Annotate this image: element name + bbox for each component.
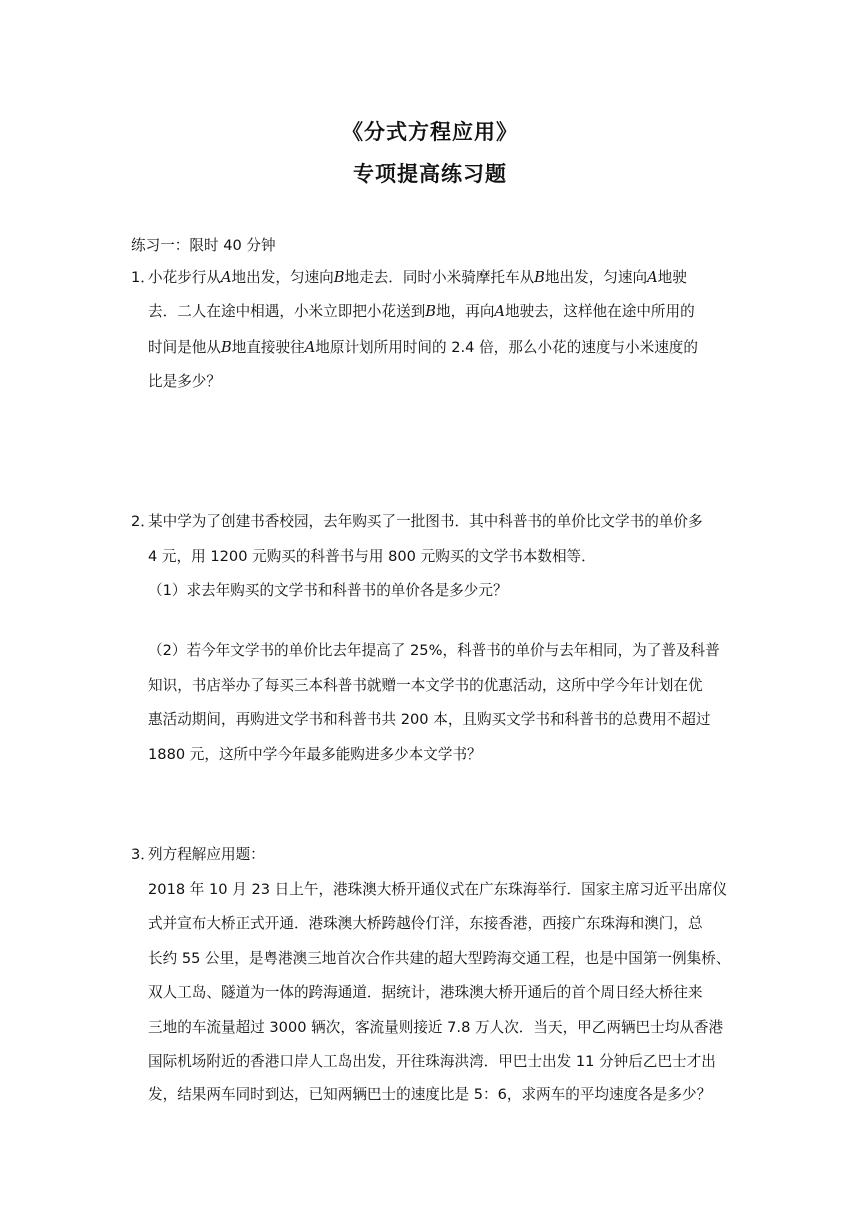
problem-line: 式并宣布大桥正式开通．港珠澳大桥跨越伶仃洋，东接香港，西接广东珠海和澳门，总: [148, 915, 703, 932]
problem-line: 发，结果两车同时到达，已知两辆巴士的速度比是 5：6，求两车的平均速度各是多少？: [148, 1086, 712, 1103]
problem-line: 双人工岛、隧道为一体的跨海通道．据统计，港珠澳大桥开通后的首个周日经大桥往来: [148, 984, 703, 1001]
problem-line: 长约 55 公里，是粤港澳三地首次合作共建的超大型跨海交通工程，也是中国第一例集桥、: [148, 950, 731, 967]
problem-line: 比是多少？: [148, 373, 221, 390]
problem-number: 3．: [131, 846, 155, 863]
problem-subquestion: （1）求去年购买的文学书和科普书的单价各是多少元？: [148, 582, 508, 599]
problem-line: 4 元，用 1200 元购买的科普书与用 800 元购买的文学书本数相等．: [148, 548, 596, 565]
document-title: 《分式方程应用》: [342, 120, 518, 144]
problem-line: 知识，书店举办了每买三本科普书就赠一本文学书的优惠活动，这所中学今年计划在优: [148, 677, 703, 694]
problem-line: 列方程解应用题：: [148, 846, 265, 863]
problem-subquestion: （2）若今年文学书的单价比去年提高了 25%，科普书的单价与去年相同，为了普及科普: [148, 642, 720, 659]
problem-line: 时间是他从B地直接驶往A地原计划所用时间的 2.4 倍，那么小花的速度与小米速度的: [148, 339, 698, 356]
document-subtitle: 专项提高练习题: [353, 162, 507, 186]
problem-line: 1880 元，这所中学今年最多能购进多少本文学书？: [148, 746, 482, 763]
problem-number: 2．: [131, 513, 155, 530]
problem-line: 惠活动期间，再购进文学书和科普书共 200 本，且购买文学书和科普书的总费用不超过: [148, 711, 711, 728]
problem-line: 去．二人在途中相遇，小米立即把小花送到B地，再向A地驶去，这样他在途中所用的: [148, 303, 695, 320]
problem-number: 1．: [131, 269, 155, 286]
problem-line: 三地的车流量超过 3000 辆次，客流量则接近 7.8 万人次．当天，甲乙两辆巴士均从香港: [148, 1019, 724, 1036]
problem-line: 小花步行从A地出发，匀速向B地走去．同时小米骑摩托车从B地出发，匀速向A地驶: [148, 269, 687, 286]
problem-line: 某中学为了创建书香校园，去年购买了一批图书．其中科普书的单价比文学书的单价多: [148, 513, 703, 530]
section-heading: 练习一：限时 40 分钟: [131, 237, 276, 254]
problem-line: 国际机场附近的香港口岸人工岛出发，开往珠海洪湾．甲巴士出发 11 分钟后乙巴士才出: [148, 1053, 716, 1070]
problem-line: 2018 年 10 月 23 日上午，港珠澳大桥开通仪式在广东珠海举行．国家主席习近平出席仪: [148, 881, 728, 898]
